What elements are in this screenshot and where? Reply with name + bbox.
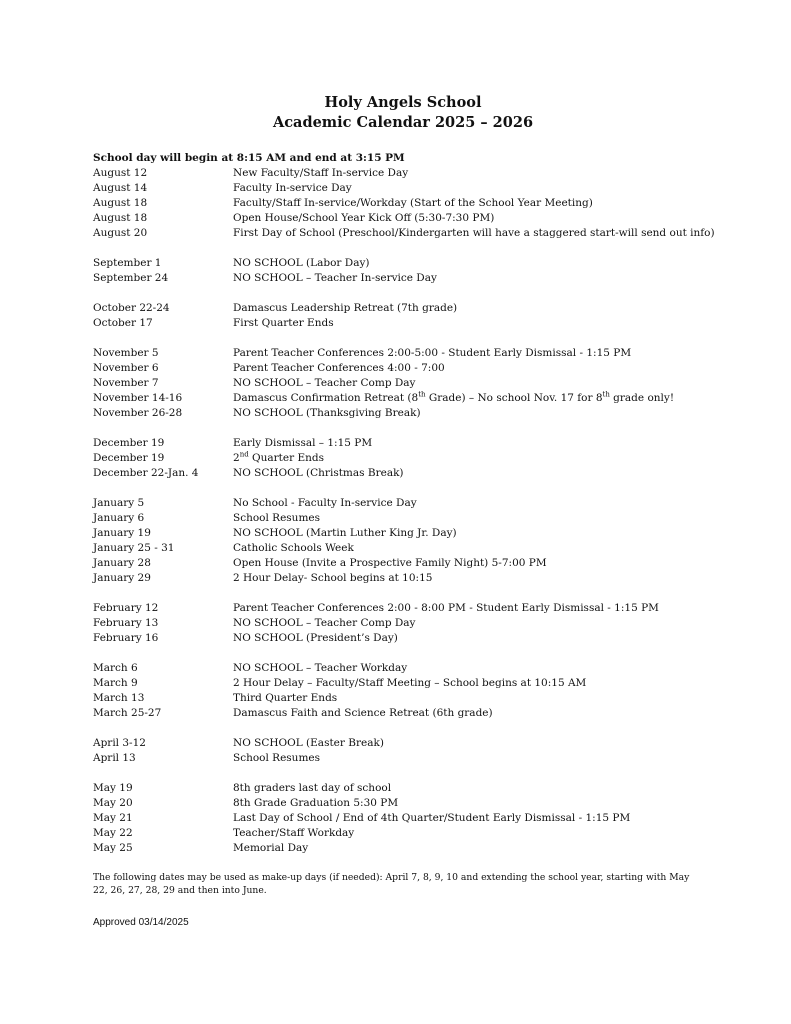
event-date: January 19 — [93, 527, 151, 539]
event-text: Damascus Confirmation Retreat (8 — [233, 392, 419, 404]
event-date: February 12 — [93, 602, 159, 614]
event-date: August 18 — [93, 212, 148, 224]
event-description: Memorial Day — [233, 842, 309, 854]
calendar-row — [93, 616, 713, 631]
event-date: March 6 — [93, 662, 138, 674]
school-name: Holy Angels School — [324, 94, 482, 111]
calendar-row — [93, 676, 713, 691]
event-date: February 16 — [93, 632, 159, 644]
event-description: Damascus Faith and Science Retreat (6th grade) — [233, 707, 493, 719]
calendar-row — [93, 466, 713, 481]
calendar-row — [93, 556, 713, 571]
calendar-group — [93, 781, 713, 856]
calendar-row — [93, 271, 713, 286]
event-description: NO SCHOOL (Labor Day) — [233, 257, 370, 269]
calendar-row — [93, 841, 713, 856]
school-hours: School day will begin at 8:15 AM and end at 3:15 PM — [93, 152, 405, 164]
calendar-row — [93, 166, 713, 181]
calendar-row — [93, 706, 713, 721]
event-date: May 21 — [93, 812, 133, 824]
event-date: November 5 — [93, 347, 159, 359]
event-date: October 17 — [93, 317, 153, 329]
calendar-row — [93, 301, 713, 316]
calendar-row — [93, 346, 713, 361]
event-description: 8th graders last day of school — [233, 782, 392, 794]
event-date: May 25 — [93, 842, 133, 854]
calendar-row — [93, 811, 713, 826]
event-date: April 13 — [93, 752, 136, 764]
calendar-row — [93, 316, 713, 331]
event-description: Open House (Invite a Prospective Family Night) 5-7:00 PM — [233, 557, 547, 569]
event-description: Parent Teacher Conferences 2:00-5:00 - Student Early Dismissal - 1:15 PM — [233, 347, 632, 359]
calendar-row — [93, 211, 713, 226]
calendar-row — [93, 511, 713, 526]
event-date: December 22-Jan. 4 — [93, 467, 199, 479]
ordinal-suffix: th — [602, 390, 610, 399]
event-date: May 22 — [93, 827, 133, 839]
event-date: May 19 — [93, 782, 133, 794]
calendar-list — [93, 166, 713, 856]
calendar-row — [93, 826, 713, 841]
calendar-row — [93, 571, 713, 586]
calendar-row — [93, 796, 713, 811]
calendar-row — [93, 181, 713, 196]
event-text: Grade) – No school Nov. 17 for 8 — [425, 392, 603, 404]
event-description: Parent Teacher Conferences 2:00 - 8:00 PM - Student Early Dismissal - 1:15 PM — [233, 602, 659, 614]
event-date: January 28 — [93, 557, 151, 569]
calendar-group — [93, 736, 713, 766]
event-description: 2 Hour Delay – Faculty/Staff Meeting – School begins at 10:15 AM — [233, 677, 587, 689]
event-date: December 19 — [93, 437, 165, 449]
calendar-row — [93, 601, 713, 616]
calendar-row — [93, 736, 713, 751]
event-date: December 19 — [93, 452, 165, 464]
calendar-title: Academic Calendar 2025 – 2026 — [272, 114, 534, 131]
event-description: Third Quarter Ends — [233, 692, 338, 704]
calendar-row — [93, 376, 713, 391]
event-description: NO SCHOOL (Easter Break) — [233, 737, 384, 749]
event-date: January 29 — [93, 572, 151, 584]
event-date: May 20 — [93, 797, 133, 809]
event-description: Last Day of School / End of 4th Quarter/Student Early Dismissal - 1:15 PM — [233, 812, 631, 824]
event-date: August 14 — [93, 182, 148, 194]
calendar-row — [93, 631, 713, 646]
event-description: NO SCHOOL – Teacher Comp Day — [233, 617, 416, 629]
event-description: Damascus Leadership Retreat (7th grade) — [233, 302, 458, 314]
event-date: October 22-24 — [93, 302, 170, 314]
event-date: March 9 — [93, 677, 138, 689]
calendar-row — [93, 526, 713, 541]
calendar-group — [93, 166, 713, 241]
event-description: Teacher/Staff Workday — [233, 827, 355, 839]
event-description: School Resumes — [233, 752, 321, 764]
event-date: February 13 — [93, 617, 159, 629]
calendar-group — [93, 301, 713, 331]
event-description: NO SCHOOL (President’s Day) — [233, 632, 398, 644]
calendar-group — [93, 601, 713, 646]
event-description — [233, 391, 713, 406]
calendar-group — [93, 661, 713, 721]
event-description: First Quarter Ends — [233, 317, 334, 329]
calendar-row — [93, 196, 713, 211]
calendar-row — [93, 361, 713, 376]
event-date: August 18 — [93, 197, 148, 209]
event-description: NO SCHOOL – Teacher Comp Day — [233, 377, 416, 389]
calendar-row — [93, 226, 713, 241]
event-description: 8th Grade Graduation 5:30 PM — [233, 797, 399, 809]
event-text: Quarter Ends — [248, 452, 325, 464]
event-date: November 6 — [93, 362, 159, 374]
event-description: NO SCHOOL – Teacher In-service Day — [233, 272, 437, 284]
event-description — [233, 451, 713, 466]
calendar-group — [93, 346, 713, 421]
approval-date: Approved 03/14/2025 — [93, 917, 189, 928]
event-text: 2 — [233, 452, 240, 464]
makeup-days-note: The following dates may be used as make-up days (if needed): April 7, 8, 9, 10 and extending the school year, starting with May 22, 26, 27, 28, 29 and then into June. — [93, 872, 690, 896]
calendar-group — [93, 436, 713, 481]
calendar-row — [93, 781, 713, 796]
event-description: School Resumes — [233, 512, 321, 524]
event-date: November 26-28 — [93, 407, 183, 419]
event-date: January 5 — [93, 497, 145, 509]
event-description: NO SCHOOL (Martin Luther King Jr. Day) — [233, 527, 457, 539]
ordinal-suffix: th — [418, 390, 426, 399]
event-description: 2 Hour Delay- School begins at 10:15 — [233, 572, 433, 584]
event-date: April 3-12 — [93, 737, 146, 749]
event-date: March 13 — [93, 692, 145, 704]
event-date: August 20 — [93, 227, 148, 239]
event-date: September 1 — [93, 257, 162, 269]
event-date: January 6 — [93, 512, 145, 524]
event-description: Parent Teacher Conferences 4:00 - 7:00 — [233, 362, 445, 374]
event-description: Faculty In-service Day — [233, 182, 352, 194]
calendar-row — [93, 751, 713, 766]
event-date: August 12 — [93, 167, 148, 179]
calendar-row — [93, 436, 713, 451]
event-description: Early Dismissal – 1:15 PM — [233, 437, 373, 449]
event-date: November 14-16 — [93, 392, 183, 404]
calendar-page — [93, 93, 713, 928]
ordinal-suffix: nd — [239, 450, 249, 459]
event-text: grade only! — [609, 392, 675, 404]
event-description: First Day of School (Preschool/Kindergarten will have a staggered start-will send out info) — [233, 227, 715, 239]
event-date: November 7 — [93, 377, 159, 389]
event-description: NO SCHOOL (Thanksgiving Break) — [233, 407, 421, 419]
calendar-row — [93, 496, 713, 511]
calendar-group — [93, 256, 713, 286]
event-description: NO SCHOOL – Teacher Workday — [233, 662, 408, 674]
calendar-row — [93, 691, 713, 706]
calendar-group — [93, 496, 713, 586]
event-date: March 25-27 — [93, 707, 162, 719]
calendar-row — [93, 451, 713, 466]
calendar-row — [93, 406, 713, 421]
event-description: Open House/School Year Kick Off (5:30-7:30 PM) — [233, 212, 495, 224]
event-description: Catholic Schools Week — [233, 542, 354, 554]
event-description: No School - Faculty In-service Day — [233, 497, 417, 509]
event-date: September 24 — [93, 272, 169, 284]
calendar-row — [93, 391, 713, 406]
calendar-row — [93, 541, 713, 556]
event-description: Faculty/Staff In-service/Workday (Start of the School Year Meeting) — [233, 197, 593, 209]
calendar-row — [93, 256, 713, 271]
event-description: New Faculty/Staff In-service Day — [233, 167, 409, 179]
calendar-row — [93, 661, 713, 676]
event-date: January 25 - 31 — [93, 542, 175, 554]
event-description: NO SCHOOL (Christmas Break) — [233, 467, 404, 479]
